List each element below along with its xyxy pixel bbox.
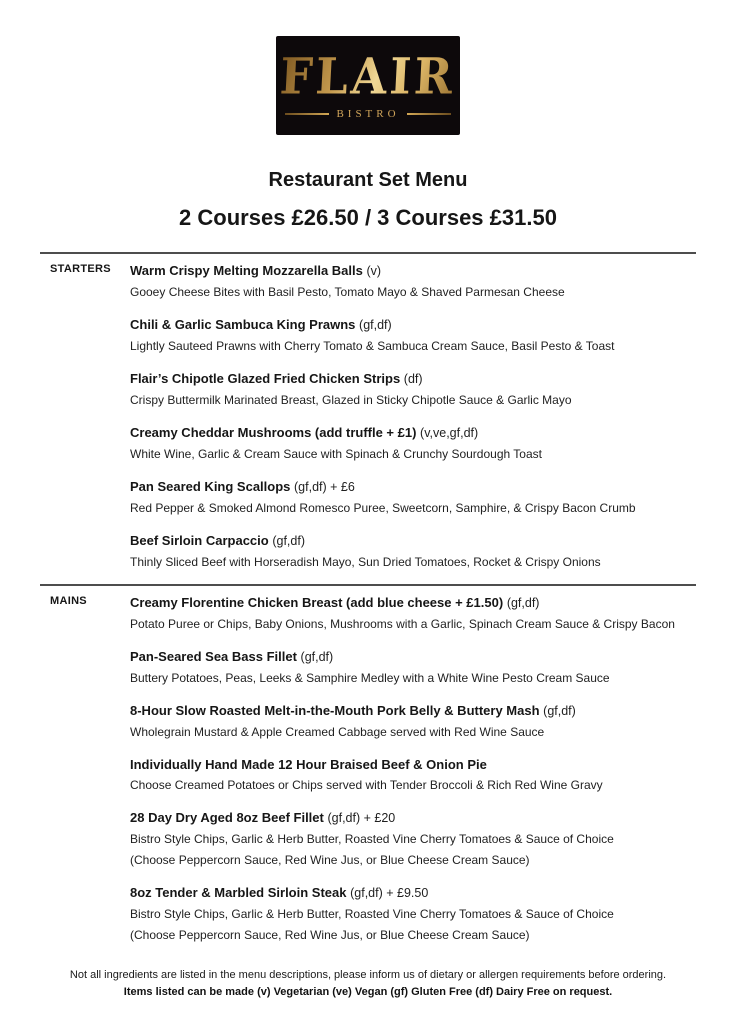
item-dietary-tags: (v) xyxy=(366,264,382,278)
item-name: Creamy Cheddar Mushrooms (add truffle + £1) xyxy=(130,425,417,440)
menu-item xyxy=(130,422,696,465)
item-name: Pan Seared King Scallops xyxy=(130,479,291,494)
item-description-line: Wholegrain Mustard & Apple Creamed Cabbage served with Red Wine Sauce xyxy=(130,725,545,739)
item-description-line: Bistro Style Chips, Garlic & Herb Butter, Roasted Vine Cherry Tomatoes & Sauce of Choice xyxy=(130,832,614,846)
menu-item xyxy=(130,314,696,357)
item-name-line xyxy=(130,476,696,498)
section-label: MAINS xyxy=(50,595,87,607)
item-dietary-tags: (df) xyxy=(403,372,423,386)
logo-rule-left xyxy=(285,113,329,115)
footer-allergen-note: Not all ingredients are listed in the menu descriptions, please inform us of dietary or allergen requirements before ordering. xyxy=(69,969,667,981)
menu-item xyxy=(130,700,696,743)
item-name-line xyxy=(130,422,696,444)
section-label: STARTERS xyxy=(50,263,111,275)
item-description-line: White Wine, Garlic & Cream Sauce with Spinach & Crunchy Sourdough Toast xyxy=(130,447,542,461)
menu-item xyxy=(130,476,696,519)
item-description-line: Choose Creamed Potatoes or Chips served with Tender Broccoli & Rich Red Wine Gravy xyxy=(130,778,603,792)
item-dietary-tags: (gf,df) xyxy=(506,596,540,610)
logo-rule-right xyxy=(407,113,451,115)
item-name-line xyxy=(130,807,696,829)
footer-dietary-key: Items listed can be made (v) Vegetarian (ve) Vegan (gf) Gluten Free (df) Dairy Free on request. xyxy=(123,986,613,998)
item-description-line: Crispy Buttermilk Marinated Breast, Glazed in Sticky Chipotle Sauce & Garlic Mayo xyxy=(130,393,572,407)
item-description-line: Lightly Sauteed Prawns with Cherry Tomato & Sambuca Cream Sauce, Basil Pesto & Toast xyxy=(130,339,615,353)
item-description-line: Potato Puree or Chips, Baby Onions, Mushrooms with a Garlic, Spinach Cream Sauce & Crispy Bacon xyxy=(130,617,675,631)
item-name: Beef Sirloin Carpaccio xyxy=(130,533,269,548)
item-dietary-tags: (gf,df) + £20 xyxy=(327,811,396,825)
item-dietary-tags: (gf,df) + £6 xyxy=(294,480,355,494)
item-name-line xyxy=(130,754,696,775)
item-description-line: Buttery Potatoes, Peas, Leeks & Samphire Medley with a White Wine Pesto Cream Sauce xyxy=(130,671,610,685)
menu-item xyxy=(130,754,696,796)
item-description-line: Gooey Cheese Bites with Basil Pesto, Tomato Mayo & Shaved Parmesan Cheese xyxy=(130,285,565,299)
item-description-line: (Choose Peppercorn Sauce, Red Wine Jus, or Blue Cheese Cream Sauce) xyxy=(130,928,530,942)
item-name-line xyxy=(130,646,696,668)
item-description-line: Red Pepper & Smoked Almond Romesco Puree, Sweetcorn, Samphire, & Crispy Bacon Crumb xyxy=(130,501,636,515)
item-name: Creamy Florentine Chicken Breast (add blue cheese + £1.50) xyxy=(130,595,504,610)
page-subtitle: 2 Courses £26.50 / 3 Courses £31.50 xyxy=(179,205,557,230)
menu-section xyxy=(40,584,696,957)
menu-section xyxy=(40,252,696,584)
logo-brand-text: FLAIR xyxy=(278,46,458,106)
item-name-line xyxy=(130,530,696,552)
logo-subtitle-text: BISTRO xyxy=(336,108,400,120)
item-dietary-tags: (gf,df) xyxy=(543,704,576,718)
menu-item xyxy=(130,882,696,946)
menu-item xyxy=(130,807,696,871)
item-name-line xyxy=(130,700,696,722)
section-items xyxy=(130,592,696,957)
item-description-line: (Choose Peppercorn Sauce, Red Wine Jus, or Blue Cheese Cream Sauce) xyxy=(130,853,530,867)
logo xyxy=(276,36,460,135)
item-dietary-tags: (gf,df) xyxy=(359,318,392,332)
item-description-line: Bistro Style Chips, Garlic & Herb Butter, Roasted Vine Cherry Tomatoes & Sauce of Choice xyxy=(130,907,614,921)
item-dietary-tags: (gf,df) xyxy=(300,650,334,664)
item-name: Pan-Seared Sea Bass Fillet xyxy=(130,649,297,664)
menu-item xyxy=(130,260,696,303)
footer xyxy=(0,967,736,1001)
item-name-line xyxy=(130,260,696,282)
item-dietary-tags: (gf,df) xyxy=(272,534,305,548)
item-name-line xyxy=(130,314,696,336)
item-name: Warm Crispy Melting Mozzarella Balls xyxy=(130,263,363,278)
item-name: Individually Hand Made 12 Hour Braised Beef & Onion Pie xyxy=(130,757,487,772)
item-description-line: Thinly Sliced Beef with Horseradish Mayo, Sun Dried Tomatoes, Rocket & Crispy Onions xyxy=(130,555,601,569)
item-name: Chili & Garlic Sambuca King Prawns xyxy=(130,317,356,332)
menu-item xyxy=(130,530,696,573)
page-title: Restaurant Set Menu xyxy=(268,169,468,191)
logo-subtitle-row xyxy=(285,108,450,120)
menu-item xyxy=(130,592,696,635)
item-name-line xyxy=(130,592,696,614)
menu-item xyxy=(130,368,696,411)
item-name-line xyxy=(130,368,696,390)
menu-sections xyxy=(40,252,696,957)
item-dietary-tags: (v,ve,gf,df) xyxy=(420,426,479,440)
item-name: 8oz Tender & Marbled Sirloin Steak xyxy=(130,885,347,900)
menu-item xyxy=(130,646,696,689)
item-dietary-tags: (gf,df) + £9.50 xyxy=(350,886,429,900)
item-name: Flair’s Chipotle Glazed Fried Chicken Strips xyxy=(130,371,401,386)
item-name: 28 Day Dry Aged 8oz Beef Fillet xyxy=(130,810,324,825)
item-name-line xyxy=(130,882,696,904)
item-name: 8-Hour Slow Roasted Melt-in-the-Mouth Pork Belly & Buttery Mash xyxy=(130,703,540,718)
section-items xyxy=(130,260,696,584)
